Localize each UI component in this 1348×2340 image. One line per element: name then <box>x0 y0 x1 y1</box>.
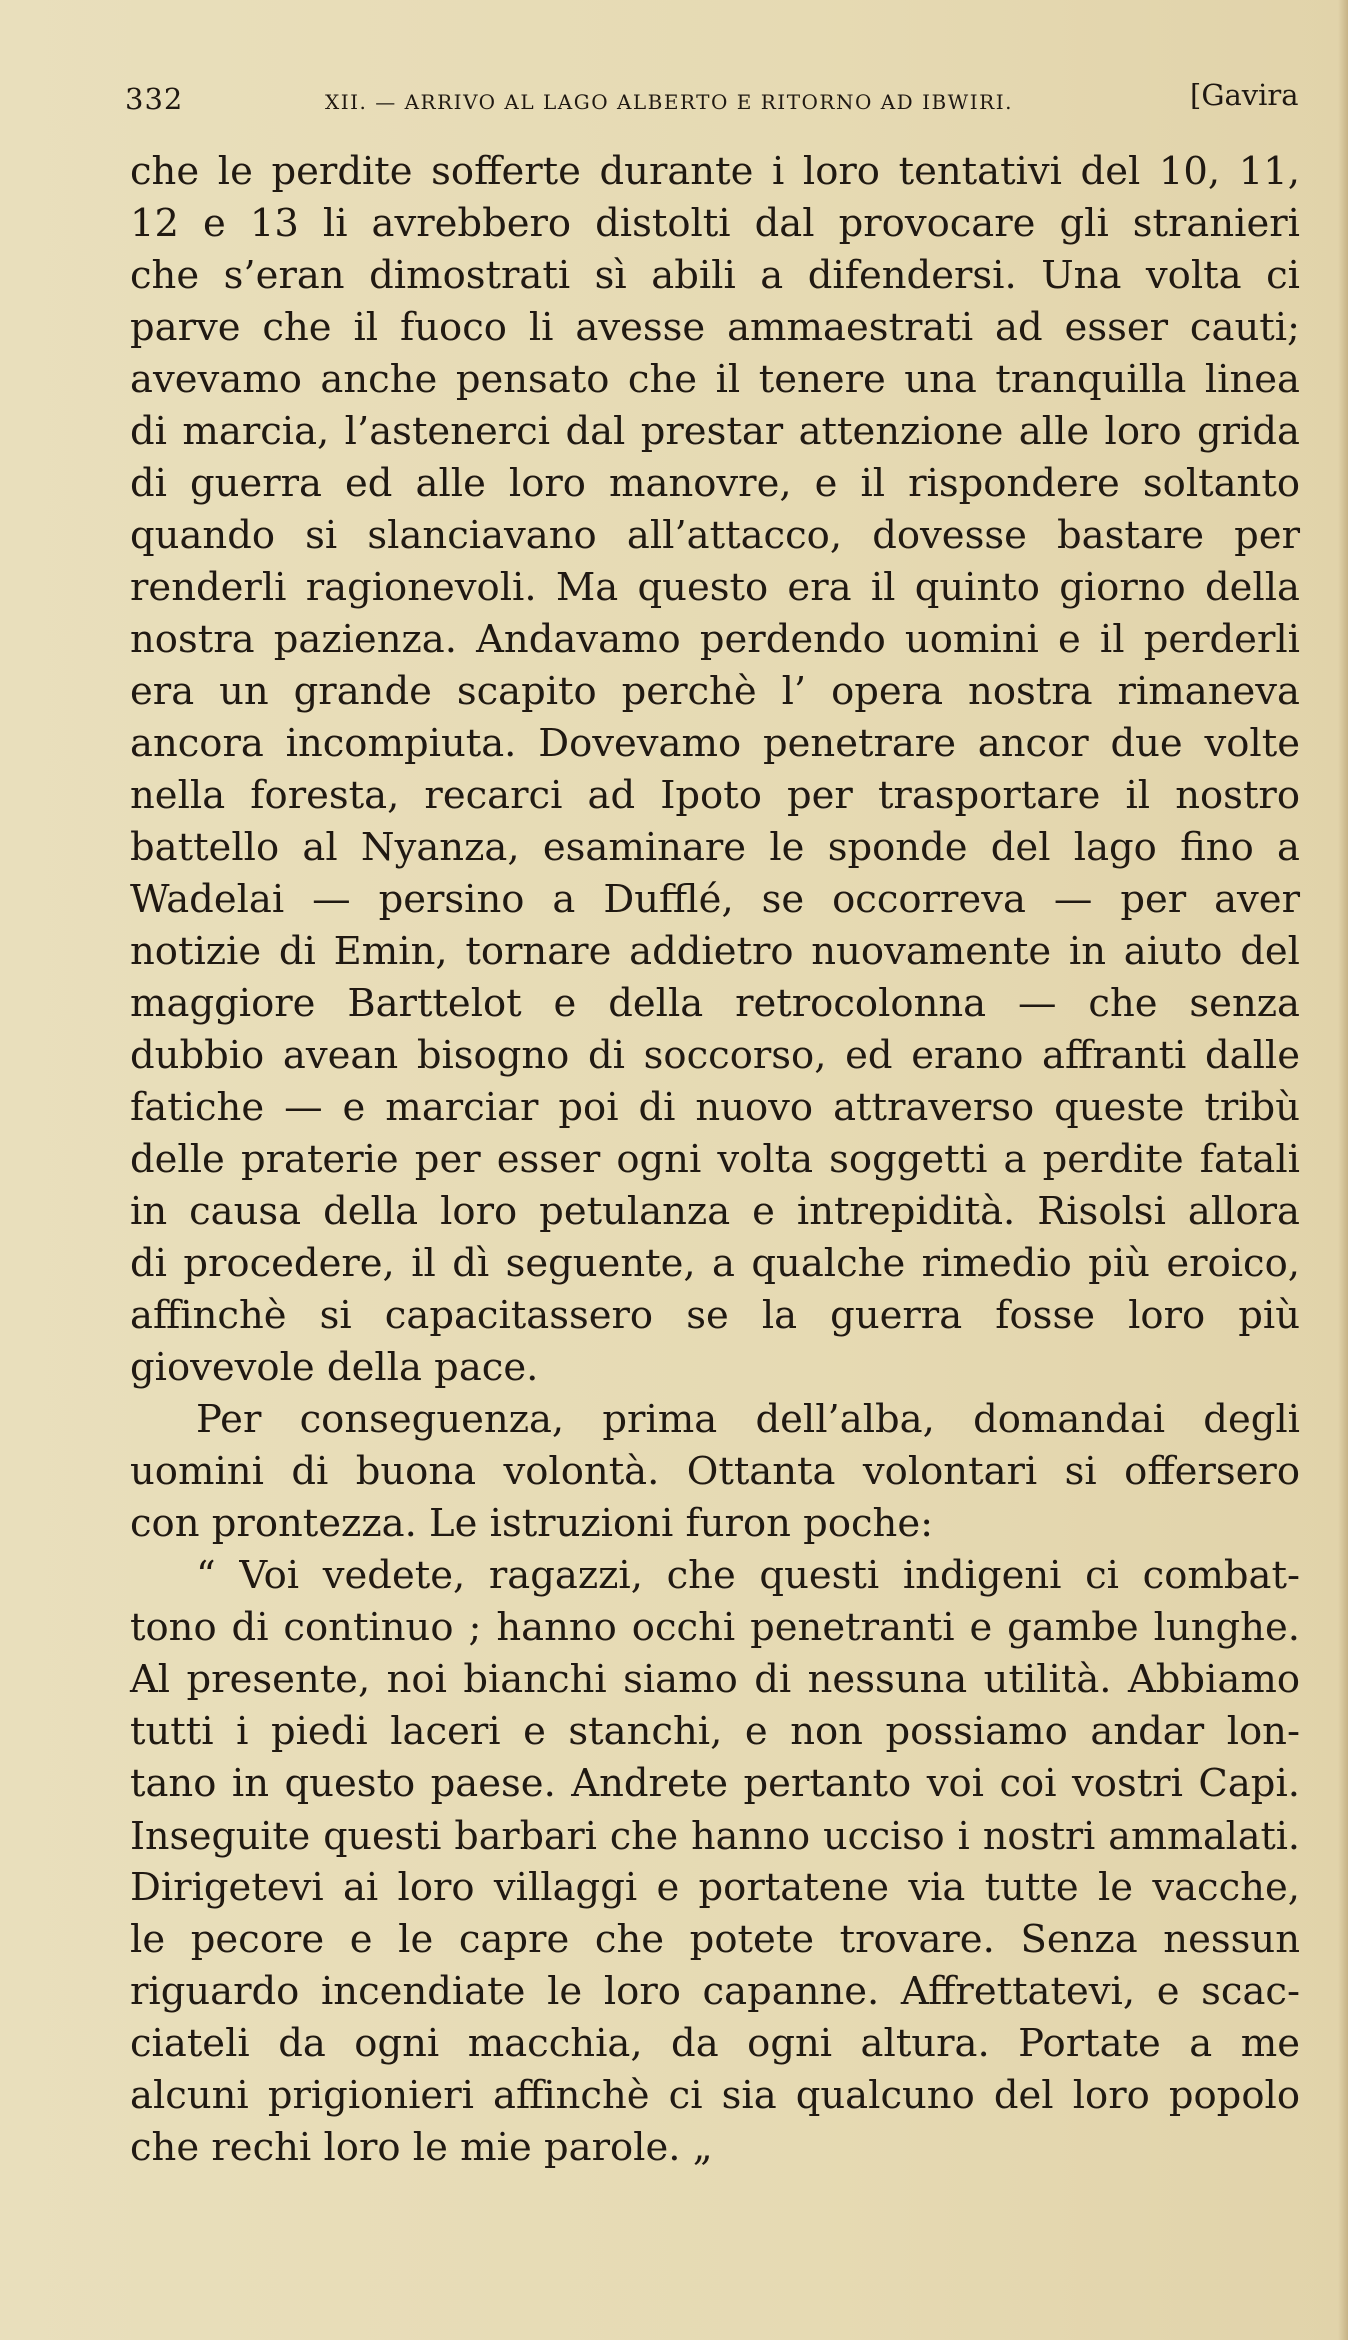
text-line: di procedere, il dì seguente, a qualche rimedio più eroico, <box>130 1241 1300 1286</box>
text-line: Inseguite questi barbari che hanno ucciso i nostri ammalati. <box>130 1814 1300 1858</box>
text-line: 12 e 13 li avrebbero distolti dal provocare gli stranieri <box>130 201 1300 246</box>
text-line: dubbio avean bisogno di soccorso, ed erano affranti dalle <box>130 1033 1300 1078</box>
running-header <box>125 78 1305 128</box>
text-line: Wadelai — persino a Dufflé, se occorreva — per aver <box>130 877 1300 922</box>
text-line: le pecore e le capre che potete trovare. Senza nessun <box>130 1917 1300 1962</box>
text-line: ancora incompiuta. Dovevamo penetrare ancor due volte <box>130 721 1300 766</box>
text-line: di guerra ed alle loro manovre, e il rispondere soltanto <box>130 461 1300 506</box>
text-line: in causa della loro petulanza e intrepidità. Risolsi allora <box>130 1189 1300 1234</box>
text-line: fatiche — e marciar poi di nuovo attraverso queste tribù <box>130 1085 1300 1130</box>
text-line: uomini di buona volontà. Ottanta volontari si offersero <box>130 1449 1300 1494</box>
paragraph-end-line: con prontezza. Le istruzioni furon poche: <box>130 1501 934 1546</box>
text-line: che le perdite sofferte durante i loro tentativi del 10, 11, <box>130 149 1300 194</box>
text-line: che s’eran dimostrati sì abili a difendersi. Una volta ci <box>130 253 1300 298</box>
text-line: alcuni prigionieri affinchè ci sia qualcuno del loro popolo <box>130 2073 1300 2118</box>
margin-note: [Gavira <box>1190 78 1299 112</box>
text-line: nostra pazienza. Andavamo perdendo uomini e il perderli <box>130 617 1300 662</box>
paragraph-end-line: giovevole della pace. <box>130 1345 539 1390</box>
text-line: notizie di Emin, tornare addietro nuovamente in aiuto del <box>130 929 1300 974</box>
body-text <box>130 146 1300 2174</box>
text-line: affinchè si capacitassero se la guerra fosse loro più <box>130 1293 1300 1338</box>
text-line: era un grande scapito perchè l’ opera nostra rimaneva <box>130 669 1300 714</box>
text-line: nella foresta, recarci ad Ipoto per trasportare il nostro <box>130 773 1300 818</box>
text-line: ciateli da ogni macchia, da ogni altura. Portate a me <box>130 2021 1300 2066</box>
text-line: tano in questo paese. Andrete pertanto voi coi vostri Capi. <box>130 1761 1300 1806</box>
paragraph-start-line: Per conseguenza, prima dell’alba, domandai degli <box>196 1397 1300 1442</box>
text-line: delle praterie per esser ogni volta soggetti a perdite fatali <box>130 1137 1300 1182</box>
text-line: avevamo anche pensato che il tenere una tranquilla linea <box>130 357 1300 402</box>
page-number: 332 <box>125 82 184 116</box>
text-line: Al presente, noi bianchi siamo di nessuna utilità. Abbiamo <box>130 1657 1300 1702</box>
text-line: quando si slanciavano all’attacco, dovesse bastare per <box>130 513 1300 558</box>
text-line: battello al Nyanza, esaminare le sponde del lago fino a <box>130 825 1300 870</box>
text-line: parve che il fuoco li avesse ammaestrati ad esser cauti; <box>130 305 1300 350</box>
text-line: maggiore Barttelot e della retrocolonna — che senza <box>130 981 1300 1026</box>
text-line: Dirigetevi ai loro villaggi e portatene via tutte le vacche, <box>130 1865 1300 1910</box>
quote-start-line: “ Voi vedete, ragazzi, che questi indigeni ci combat- <box>196 1553 1300 1598</box>
paragraph-end-line: che rechi loro le mie parole. „ <box>130 2125 713 2170</box>
text-line: di marcia, l’astenerci dal prestar attenzione alle loro grida <box>130 409 1300 454</box>
page-edge-shadow <box>1338 0 1348 2340</box>
running-title: XII. — ARRIVO AL LAGO ALBERTO E RITORNO AD IBWIRI. <box>325 90 1013 114</box>
text-line: renderli ragionevoli. Ma questo era il quinto giorno della <box>130 565 1300 610</box>
text-line: tono di continuo ; hanno occhi penetranti e gambe lunghe. <box>130 1605 1300 1650</box>
text-line: riguardo incendiate le loro capanne. Affrettatevi, e scac- <box>130 1969 1300 2014</box>
text-line: tutti i piedi laceri e stanchi, e non possiamo andar lon- <box>130 1709 1300 1754</box>
